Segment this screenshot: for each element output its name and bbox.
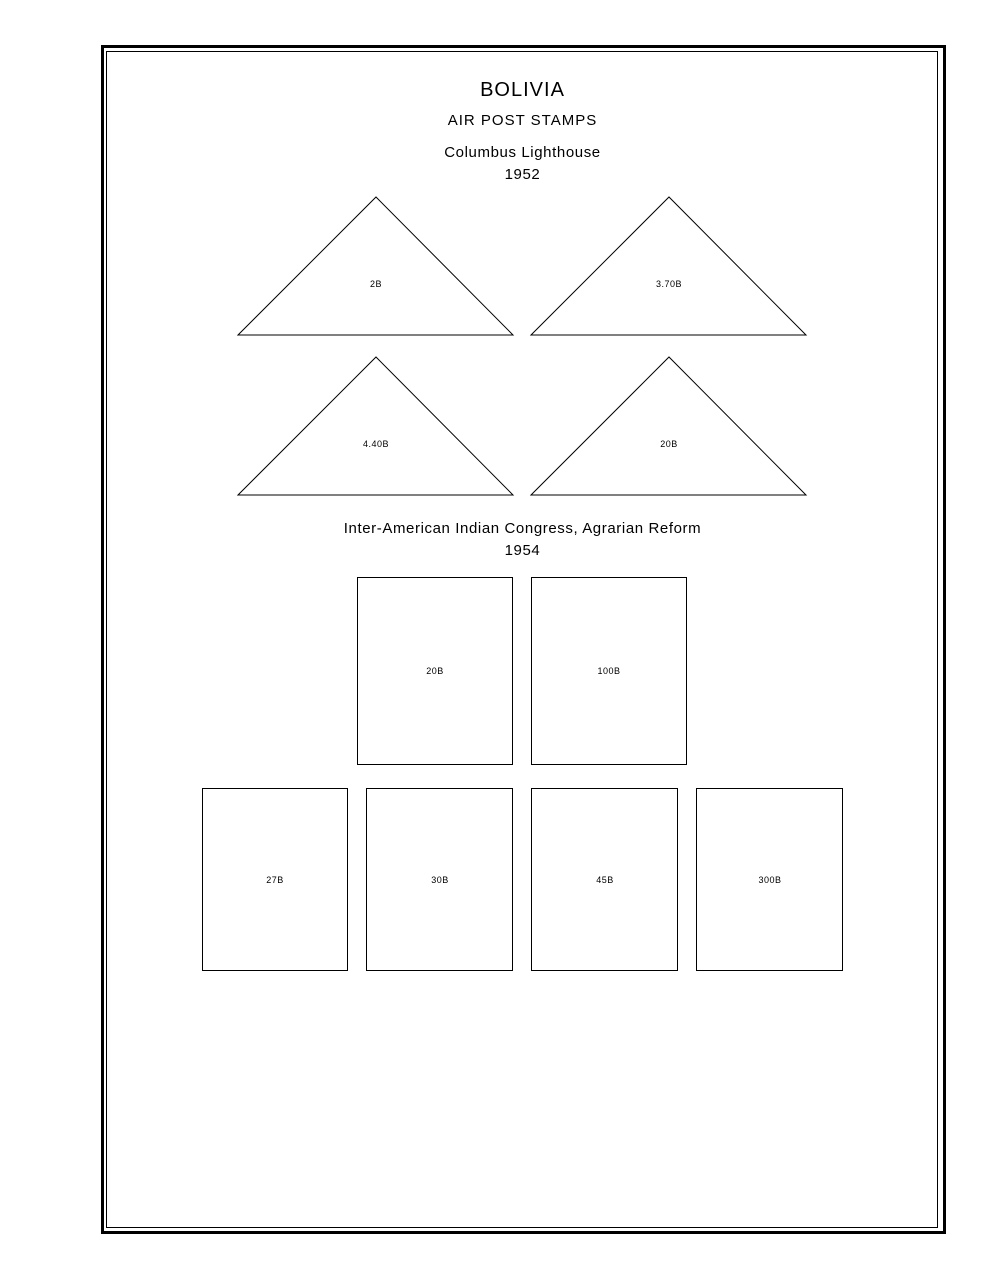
- stamp-frame-triangle: [531, 357, 806, 495]
- stamp-value: 20B: [426, 666, 444, 676]
- set-title: Inter-American Indian Congress, Agrarian Reform: [343, 520, 702, 537]
- stamp-value: 27B: [266, 875, 284, 885]
- stamp-value: 100B: [597, 666, 621, 676]
- set-title: Columbus Lighthouse: [444, 144, 601, 161]
- set-year: 1954: [504, 542, 541, 559]
- stamp-frame-triangle: [238, 357, 513, 495]
- page-country-title: BOLIVIA: [480, 79, 565, 101]
- stamp-value: 3.70B: [655, 279, 683, 289]
- page-subtitle: AIR POST STAMPS: [447, 112, 598, 129]
- stamp-value: 30B: [431, 875, 449, 885]
- stamp-frame-triangle: [238, 197, 513, 335]
- stamp-value: 2B: [369, 279, 383, 289]
- stamp-value: 20B: [660, 439, 678, 449]
- stamp-value: 4.40B: [362, 439, 390, 449]
- stamp-value: 300B: [758, 875, 782, 885]
- set-year: 1952: [504, 166, 541, 183]
- stamp-value: 45B: [596, 875, 614, 885]
- stamp-frame-triangle: [531, 197, 806, 335]
